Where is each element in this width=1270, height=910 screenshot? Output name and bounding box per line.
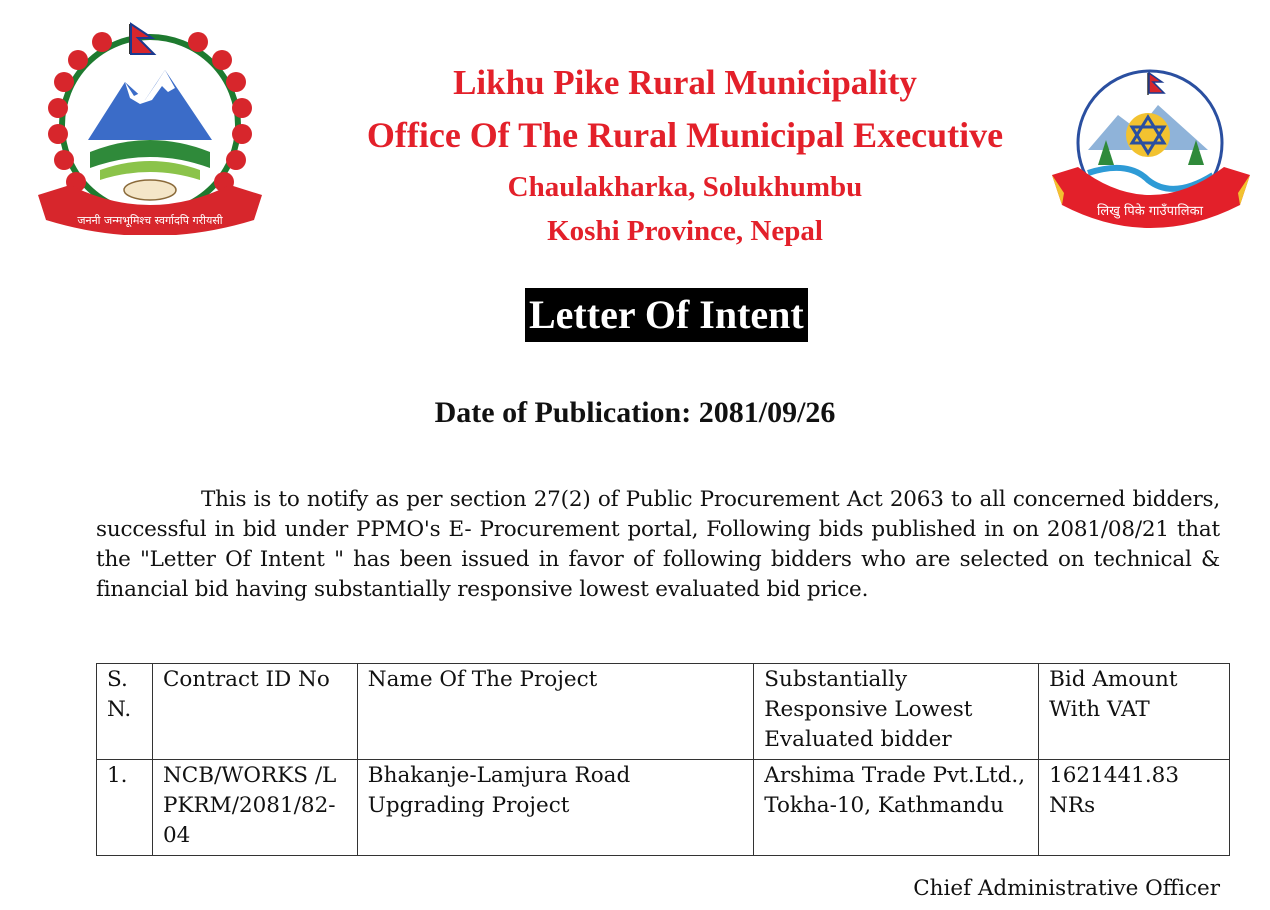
office-name: Office Of The Rural Municipal Executive (366, 115, 1004, 155)
bid-table (96, 663, 1230, 856)
header-bidder: Substantially Responsive Lowest Evaluated bidder (754, 664, 1039, 760)
flag-icon (130, 24, 154, 54)
publication-date: Date of Publication: 2081/09/26 (434, 396, 836, 429)
header-project: Name Of The Project (357, 664, 754, 760)
signature-title: Chief Administrative Officer (913, 876, 1220, 901)
nepal-emblem (30, 20, 270, 235)
province-line: Koshi Province, Nepal (547, 215, 823, 247)
cell-amount: 1621441.83 NRs (1039, 760, 1230, 856)
cell-project: Bhakanje-Lamjura Road Upgrading Project (357, 760, 754, 856)
handshake-icon (124, 180, 176, 200)
mountain-icon (88, 70, 212, 180)
table-row (97, 760, 1230, 856)
table-header-row (97, 664, 1230, 760)
letterhead (290, 60, 1080, 253)
notice-paragraph: This is to notify as per section 27(2) of Public Procurement Act 2063 to all concerned bidders, successful in bid under PPMO's E- Procurement portal, Following bids published in on 2081/08/21 that the "Letter Of Intent " has been issued in favor of following bidders who are selected on technical & financial bid having substantially responsive lowest evaluated bid price. (96, 487, 1220, 602)
header-sn: S. N. (97, 664, 153, 760)
star-of-david-icon (1126, 113, 1170, 157)
municipality-name: Likhu Pike Rural Municipality (453, 63, 917, 102)
cell-sn: 1. (97, 760, 153, 856)
document-title: Letter Of Intent (525, 288, 808, 342)
emblem-motto: जननी जन्मभूमिश्च स्वर्गादपि गरीयसी (77, 214, 223, 227)
cell-contract-id: NCB/WORKS /LPKRM/2081/82-04 (152, 760, 357, 856)
header-amount: Bid Amount With VAT (1039, 664, 1230, 760)
header-contract-id: Contract ID No (152, 664, 357, 760)
cell-bidder: Arshima Trade Pvt.Ltd., Tokha-10, Kathmandu (754, 760, 1039, 856)
address-line: Chaulakharka, Solukhumbu (507, 171, 863, 203)
logo-name: लिखु पिके गाउँपालिका (1097, 204, 1203, 219)
